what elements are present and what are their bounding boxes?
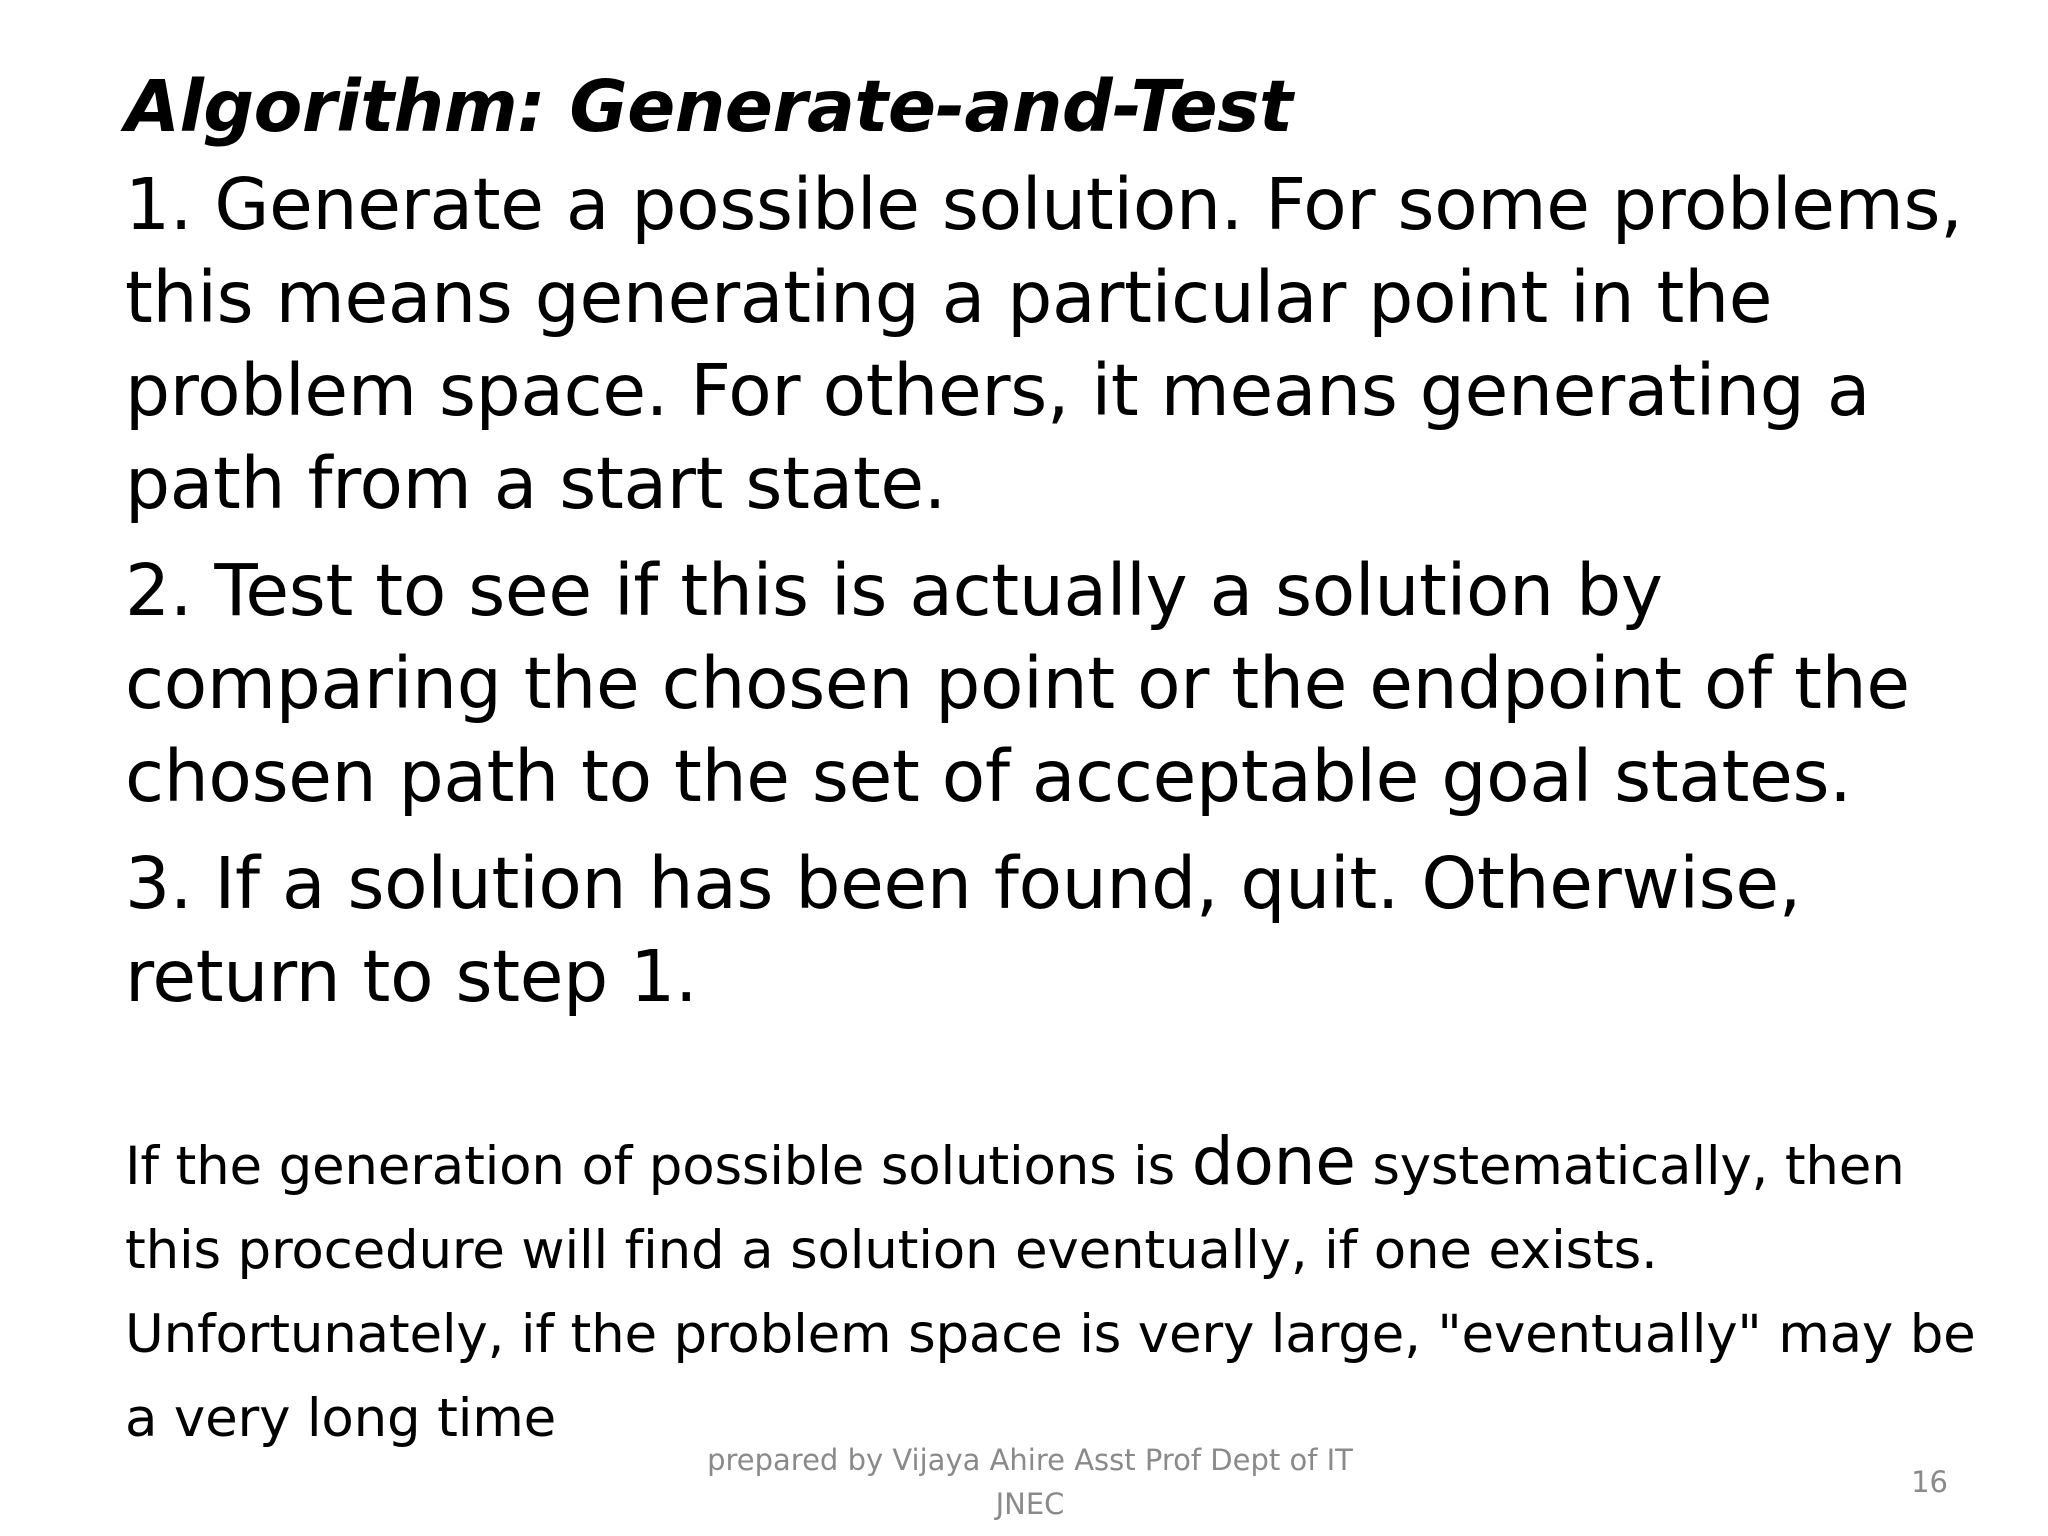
slide-footer: prepared by Vijaya Ahire Asst Prof Dept of IT JNEC	[707, 1443, 1353, 1521]
note-text-end: systematically, then this procedure will find a solution eventually, if one exists. Unfortunately, if the problem space is very large, "eventually" may be a very long time	[125, 1136, 1976, 1449]
note-paragraph	[125, 1120, 2005, 1461]
step-2: 2. Test to see if this is actually a solution by comparing the chosen point or the endpoint of the chosen path to the set of acceptable goal states.	[125, 549, 1910, 818]
page-number: 16	[1911, 1465, 1948, 1499]
note-emphasis: done	[1191, 1123, 1356, 1200]
slide-content	[125, 62, 2005, 1037]
note-text-start: If the generation of possible solutions is	[125, 1136, 1192, 1197]
step-3: 3. If a solution has been found, quit. Otherwise, return to step 1.	[125, 842, 1802, 1018]
slide-title: Algorithm: Generate-and-Test	[125, 65, 1293, 148]
step-1: 1. Generate a possible solution. For some problems, this means generating a particular point in the problem space. For others, it means generating a path from a start state.	[125, 163, 1963, 525]
